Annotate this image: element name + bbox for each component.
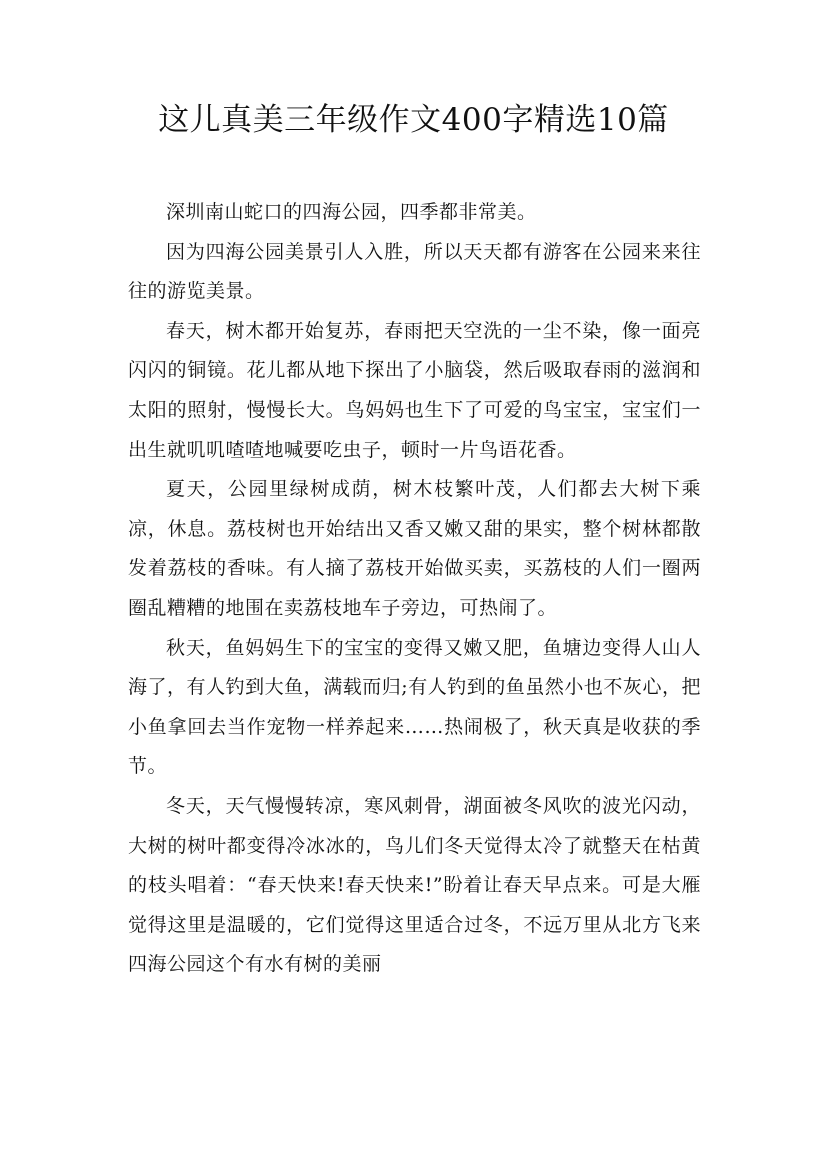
- document-title: 这儿真美三年级作文400字精选10篇: [158, 102, 669, 138]
- document-body: [128, 193, 701, 985]
- paragraph-intro: 深圳南山蛇口的四海公园，四季都非常美。: [166, 201, 537, 223]
- paragraph-autumn: 秋天，鱼妈妈生下的宝宝的变得又嫩又肥，鱼塘边变得人山人海了，有人钓到大鱼，满载而归;有人钓到的鱼虽然小也不灰心，把小鱼拿回去当作宠物一样养起来……热闹极了，秋天真是收获的季节。: [128, 636, 701, 778]
- paragraph-winter: 冬天，天气慢慢转凉，寒风刺骨，湖面被冬风吹的波光闪动，大树的树叶都变得冷冰冰的，鸟儿们冬天觉得太冷了就整天在枯黄的枝头唱着：“春天快来!春天快来!”盼着让春天早点来。可是大雁觉得这里是温暖的，它们觉得这里适合过冬，不远万里从北方飞来四海公园这个有水有树的美丽: [128, 794, 701, 976]
- paragraph-summer: 夏天，公园里绿树成荫，树木枝繁叶茂，人们都去大树下乘凉，休息。荔枝树也开始结出又香又嫩又甜的果实，整个树林都散发着荔枝的香味。有人摘了荔枝开始做买卖，买荔枝的人们一圈两圈乱糟糟的地围在卖荔枝地车子旁边，可热闹了。: [128, 478, 701, 619]
- paragraph-spring: 春天，树木都开始复苏，春雨把天空洗的一尘不染，像一面亮闪闪的铜镜。花儿都从地下探出了小脑袋，然后吸取春雨的滋润和太阳的照射，慢慢长大。鸟妈妈也生下了可爱的鸟宝宝，宝宝们一出生就叽叽喳喳地喊要吃虫子，顿时一片鸟语花香。: [128, 319, 701, 461]
- paragraph-reason: 因为四海公园美景引人入胜，所以天天都有游客在公园来来往往的游览美景。: [128, 240, 701, 303]
